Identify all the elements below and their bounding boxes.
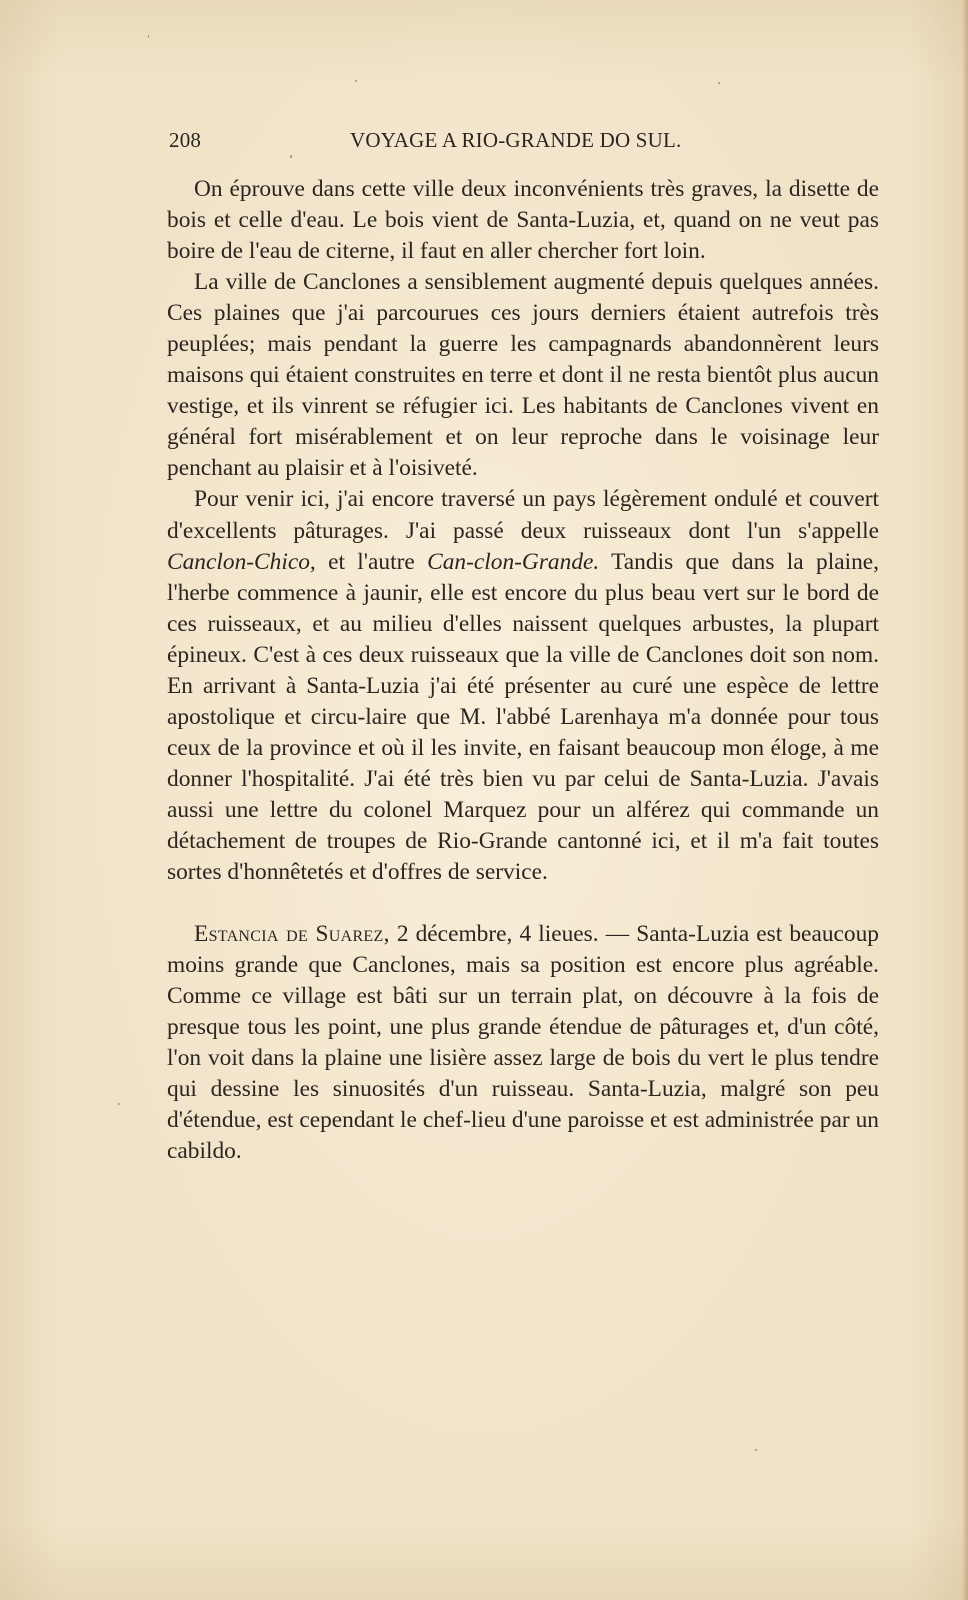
paper-speck: [718, 82, 720, 84]
paragraph-text-part: et l'autre: [315, 548, 428, 575]
running-title: VOYAGE A RIO-GRANDE DO SUL.: [350, 128, 682, 152]
paragraph-text: La ville de Canclones a sensiblement augmenté depuis quelques années. Ces plaines que j'ai parcourues ces jours derniers étaient autrefois très peuplées; mais pendant la guerre les campagnards abandonnèrent leurs maisons qui étaient construites en terre et dont il ne resta bientôt plus aucun vestige, et ils vinrent se réfugier ici. Les habitants de Canclones vivent en général fort misérablement et on leur reproche dans le voisinage leur penchant au plaisir et à l'oisiveté.: [167, 269, 879, 482]
entry-heading: Estancia de Suarez,: [194, 921, 390, 948]
paragraph-journey: [167, 484, 879, 888]
paper-speck: [755, 1449, 757, 1451]
page-number: 208: [169, 128, 202, 152]
body-text: [167, 174, 879, 1167]
paper-speck: [355, 80, 357, 82]
paragraph-text: 2 décembre, 4 lieues. — Santa-Luzia est beaucoup moins grande que Canclones, mais sa position est encore plus agréable. Comme ce village est bâti sur un terrain plat, on découvre à la fois de presque tous les point, une plus grande étendue de pâturages et, d'un côté, l'on voit dans la plaine une lisière assez large de bois du vert le plus tendre qui dessine les sinuosités d'un ruisseau. Santa-Luzia, malgré son peu d'étendue, est cependant le chef-lieu d'une paroisse et est administrée par un cabildo.: [167, 921, 879, 1165]
paragraph-water-wood: [167, 174, 879, 267]
page-header: [169, 128, 699, 158]
page-edge-shadow: [962, 0, 968, 1600]
paper-speck: [148, 35, 149, 38]
stream-name-chico: Canclon-Chico,: [167, 548, 316, 575]
paper-speck: [118, 1103, 120, 1105]
stream-name-grande: Can-clon-Grande.: [427, 548, 600, 575]
paper-speck: [290, 155, 292, 158]
paragraph-text: On éprouve dans cette ville deux inconvénients très graves, la disette de bois et celle d'eau. Le bois vient de Santa-Luzia, et, quand on ne veut pas boire de l'eau de citerne, il faut en aller chercher fort loin.: [167, 176, 879, 265]
paragraph-canclones-town: [167, 267, 879, 484]
paragraph-text-part: Tandis que dans la plaine, l'herbe commence à jaunir, elle est encore du plus beau vert sur le bord de ces ruisseaux, et au milieu d'elles naissent quelques arbustes, la plupart épineux. C'est à ces deux ruisseaux que la ville de Canclones doit son nom. En arrivant à Santa-Luzia j'ai été présenter au curé une espèce de lettre apostolique et circu-laire que M. l'abbé Larenhaya m'a donnée pour tous ceux de la province et où il les invite, en faisant beaucoup mon éloge, à me donner l'hospitalité. J'ai été très bien vu par celui de Santa-Luzia. J'avais aussi une lettre du colonel Marquez pour un alférez qui commande un détachement de troupes de Rio-Grande cantonné ici, et il m'a fait toutes sortes d'honnêtetés et d'offres de service.: [167, 548, 879, 886]
paragraph-estancia-suarez: [167, 919, 879, 1167]
paragraph-text-part: Pour venir ici, j'ai encore traversé un pays légèrement ondulé et couvert d'excellents pâturages. J'ai passé deux ruisseaux dont l'un s'appelle: [167, 486, 879, 544]
